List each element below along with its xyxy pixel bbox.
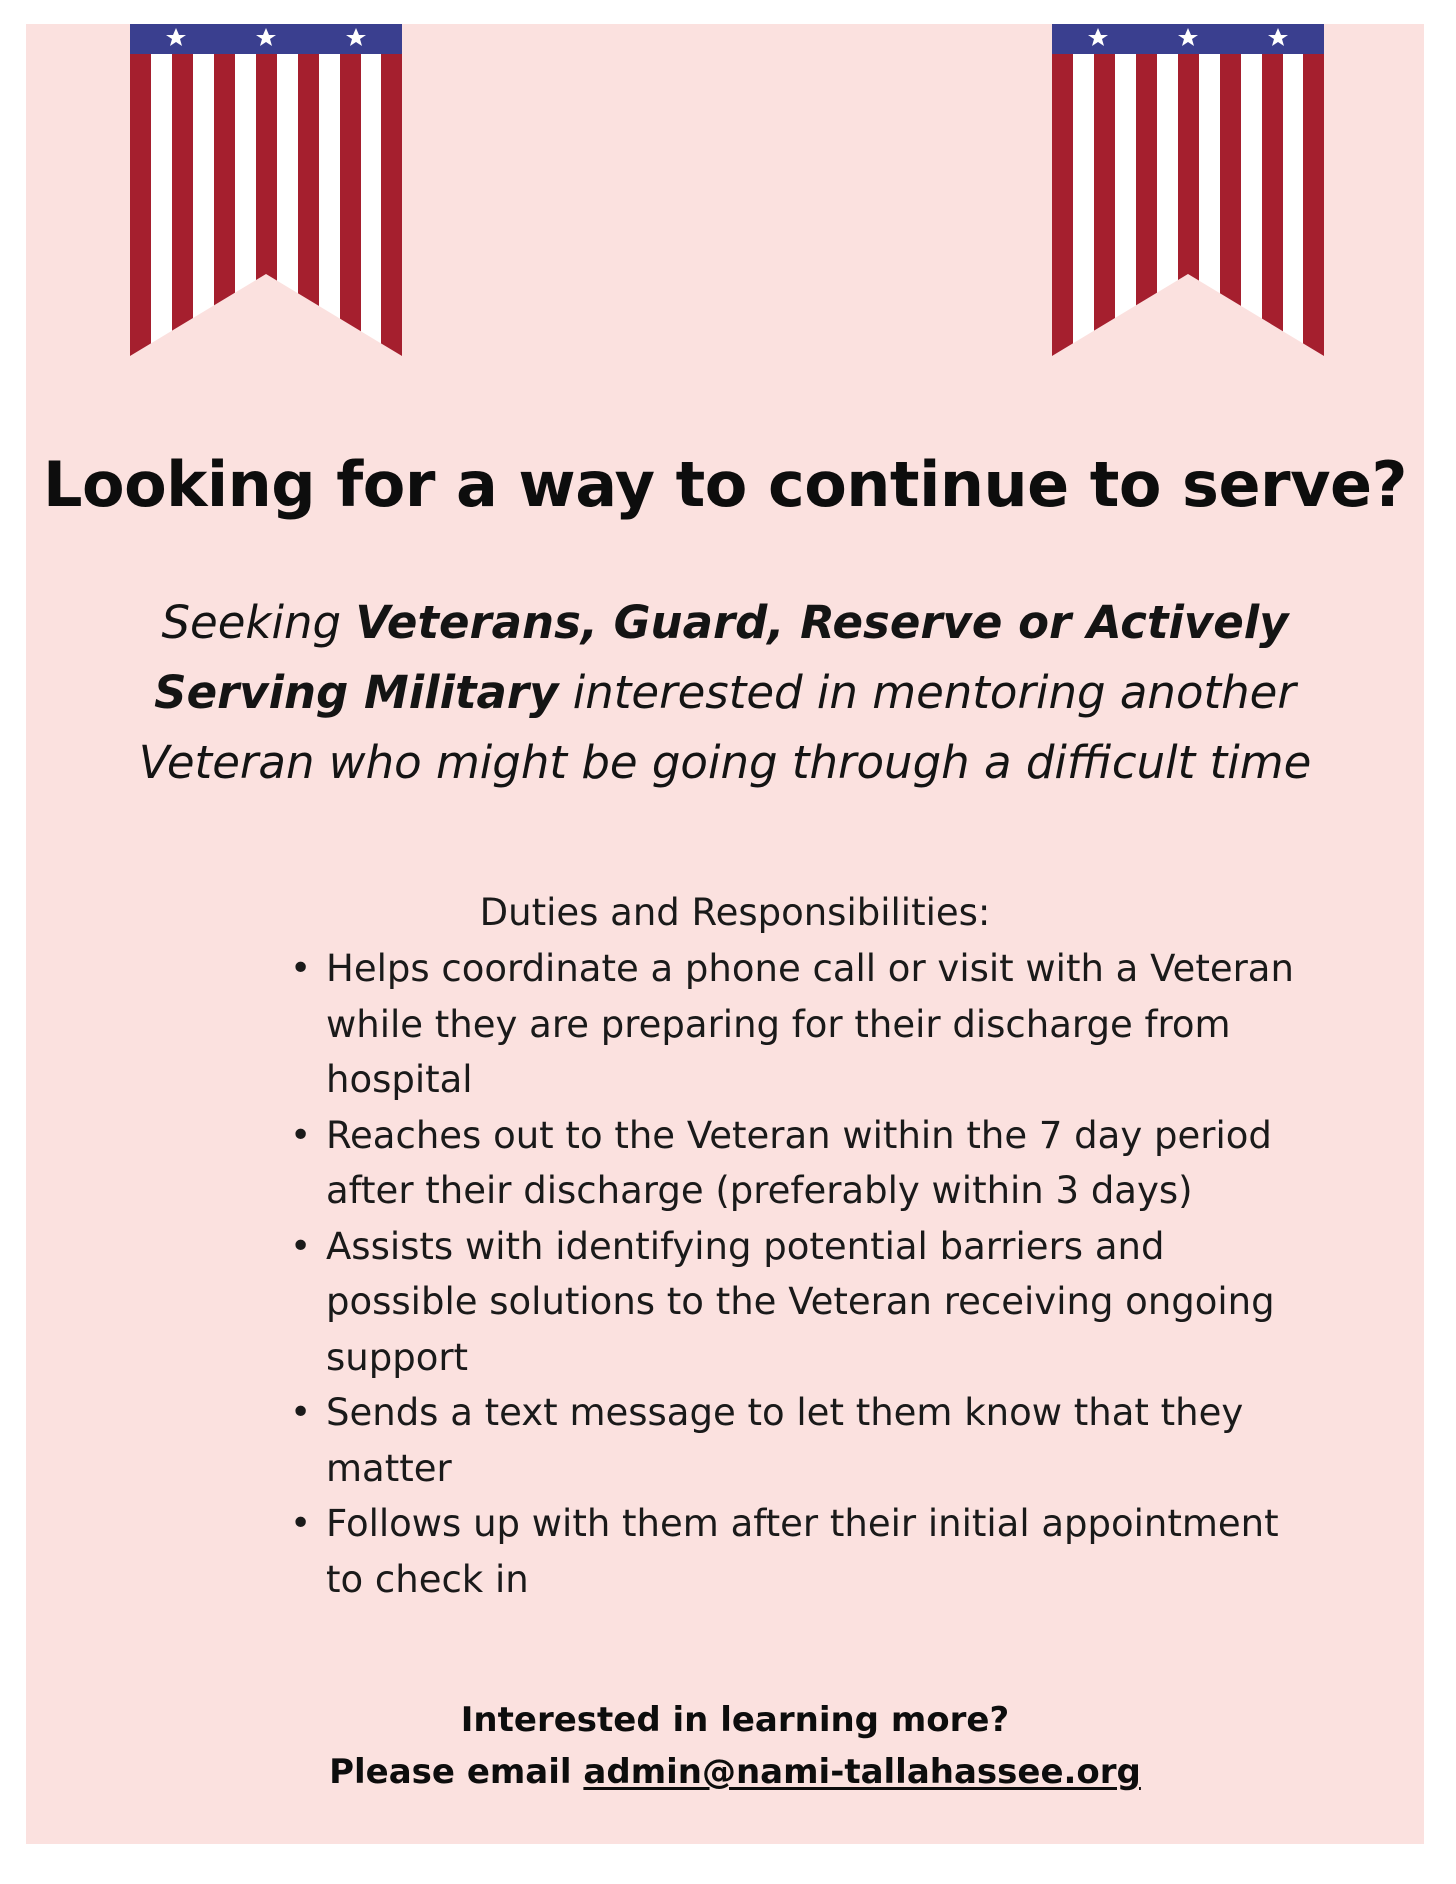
list-item-text: Follows up with them after their initial appointment to check in xyxy=(326,1502,1279,1601)
american-flag-ribbon-icon xyxy=(1052,24,1324,356)
duties-list xyxy=(290,941,1296,1607)
contact-prefix: Please email xyxy=(329,1752,584,1792)
list-item xyxy=(290,1108,1296,1219)
list-item-text: Helps coordinate a phone call or visit with a Veteran while they are preparing for their discharge from hospital xyxy=(326,947,1294,1101)
bullet-icon: • xyxy=(290,1503,312,1544)
duties-heading: Duties and Responsibilities: xyxy=(479,891,991,934)
list-item xyxy=(290,1385,1296,1496)
subheading-emphasis: Veterans, Guard, Reserve or Actively Serving Military xyxy=(154,596,1289,719)
contact-section xyxy=(26,1694,1444,1798)
contact-line xyxy=(26,1746,1444,1798)
bullet-icon: • xyxy=(290,1225,312,1267)
bullet-icon: • xyxy=(290,1392,312,1433)
flyer-page xyxy=(26,24,1424,1844)
list-item-text: Assists with identifying potential barriers and possible solutions to the Veteran receiving ongoing support xyxy=(326,1224,1275,1379)
list-item xyxy=(290,1219,1296,1386)
list-item-text: Reaches out to the Veteran within the 7 day period after their discharge (preferably within 3 days) xyxy=(326,1113,1272,1212)
email-link[interactable]: admin@nami-tallahassee.org xyxy=(583,1752,1141,1792)
list-item-text: Sends a text message to let them know that they matter xyxy=(326,1391,1244,1490)
page-title: Looking for a way to continue to serve? xyxy=(42,448,1408,521)
list-item xyxy=(290,1496,1296,1607)
american-flag-ribbon-icon xyxy=(130,24,402,356)
bullet-icon: • xyxy=(290,1114,312,1156)
subheading-lead: Seeking xyxy=(161,596,356,649)
bullet-icon: • xyxy=(290,948,312,989)
list-item xyxy=(290,941,1296,1108)
contact-question: Interested in learning more? xyxy=(460,1700,1010,1740)
subheading xyxy=(66,588,1384,798)
subheading-rest: interested in mentoring another Veteran who might be going through a difficult time xyxy=(138,666,1312,789)
